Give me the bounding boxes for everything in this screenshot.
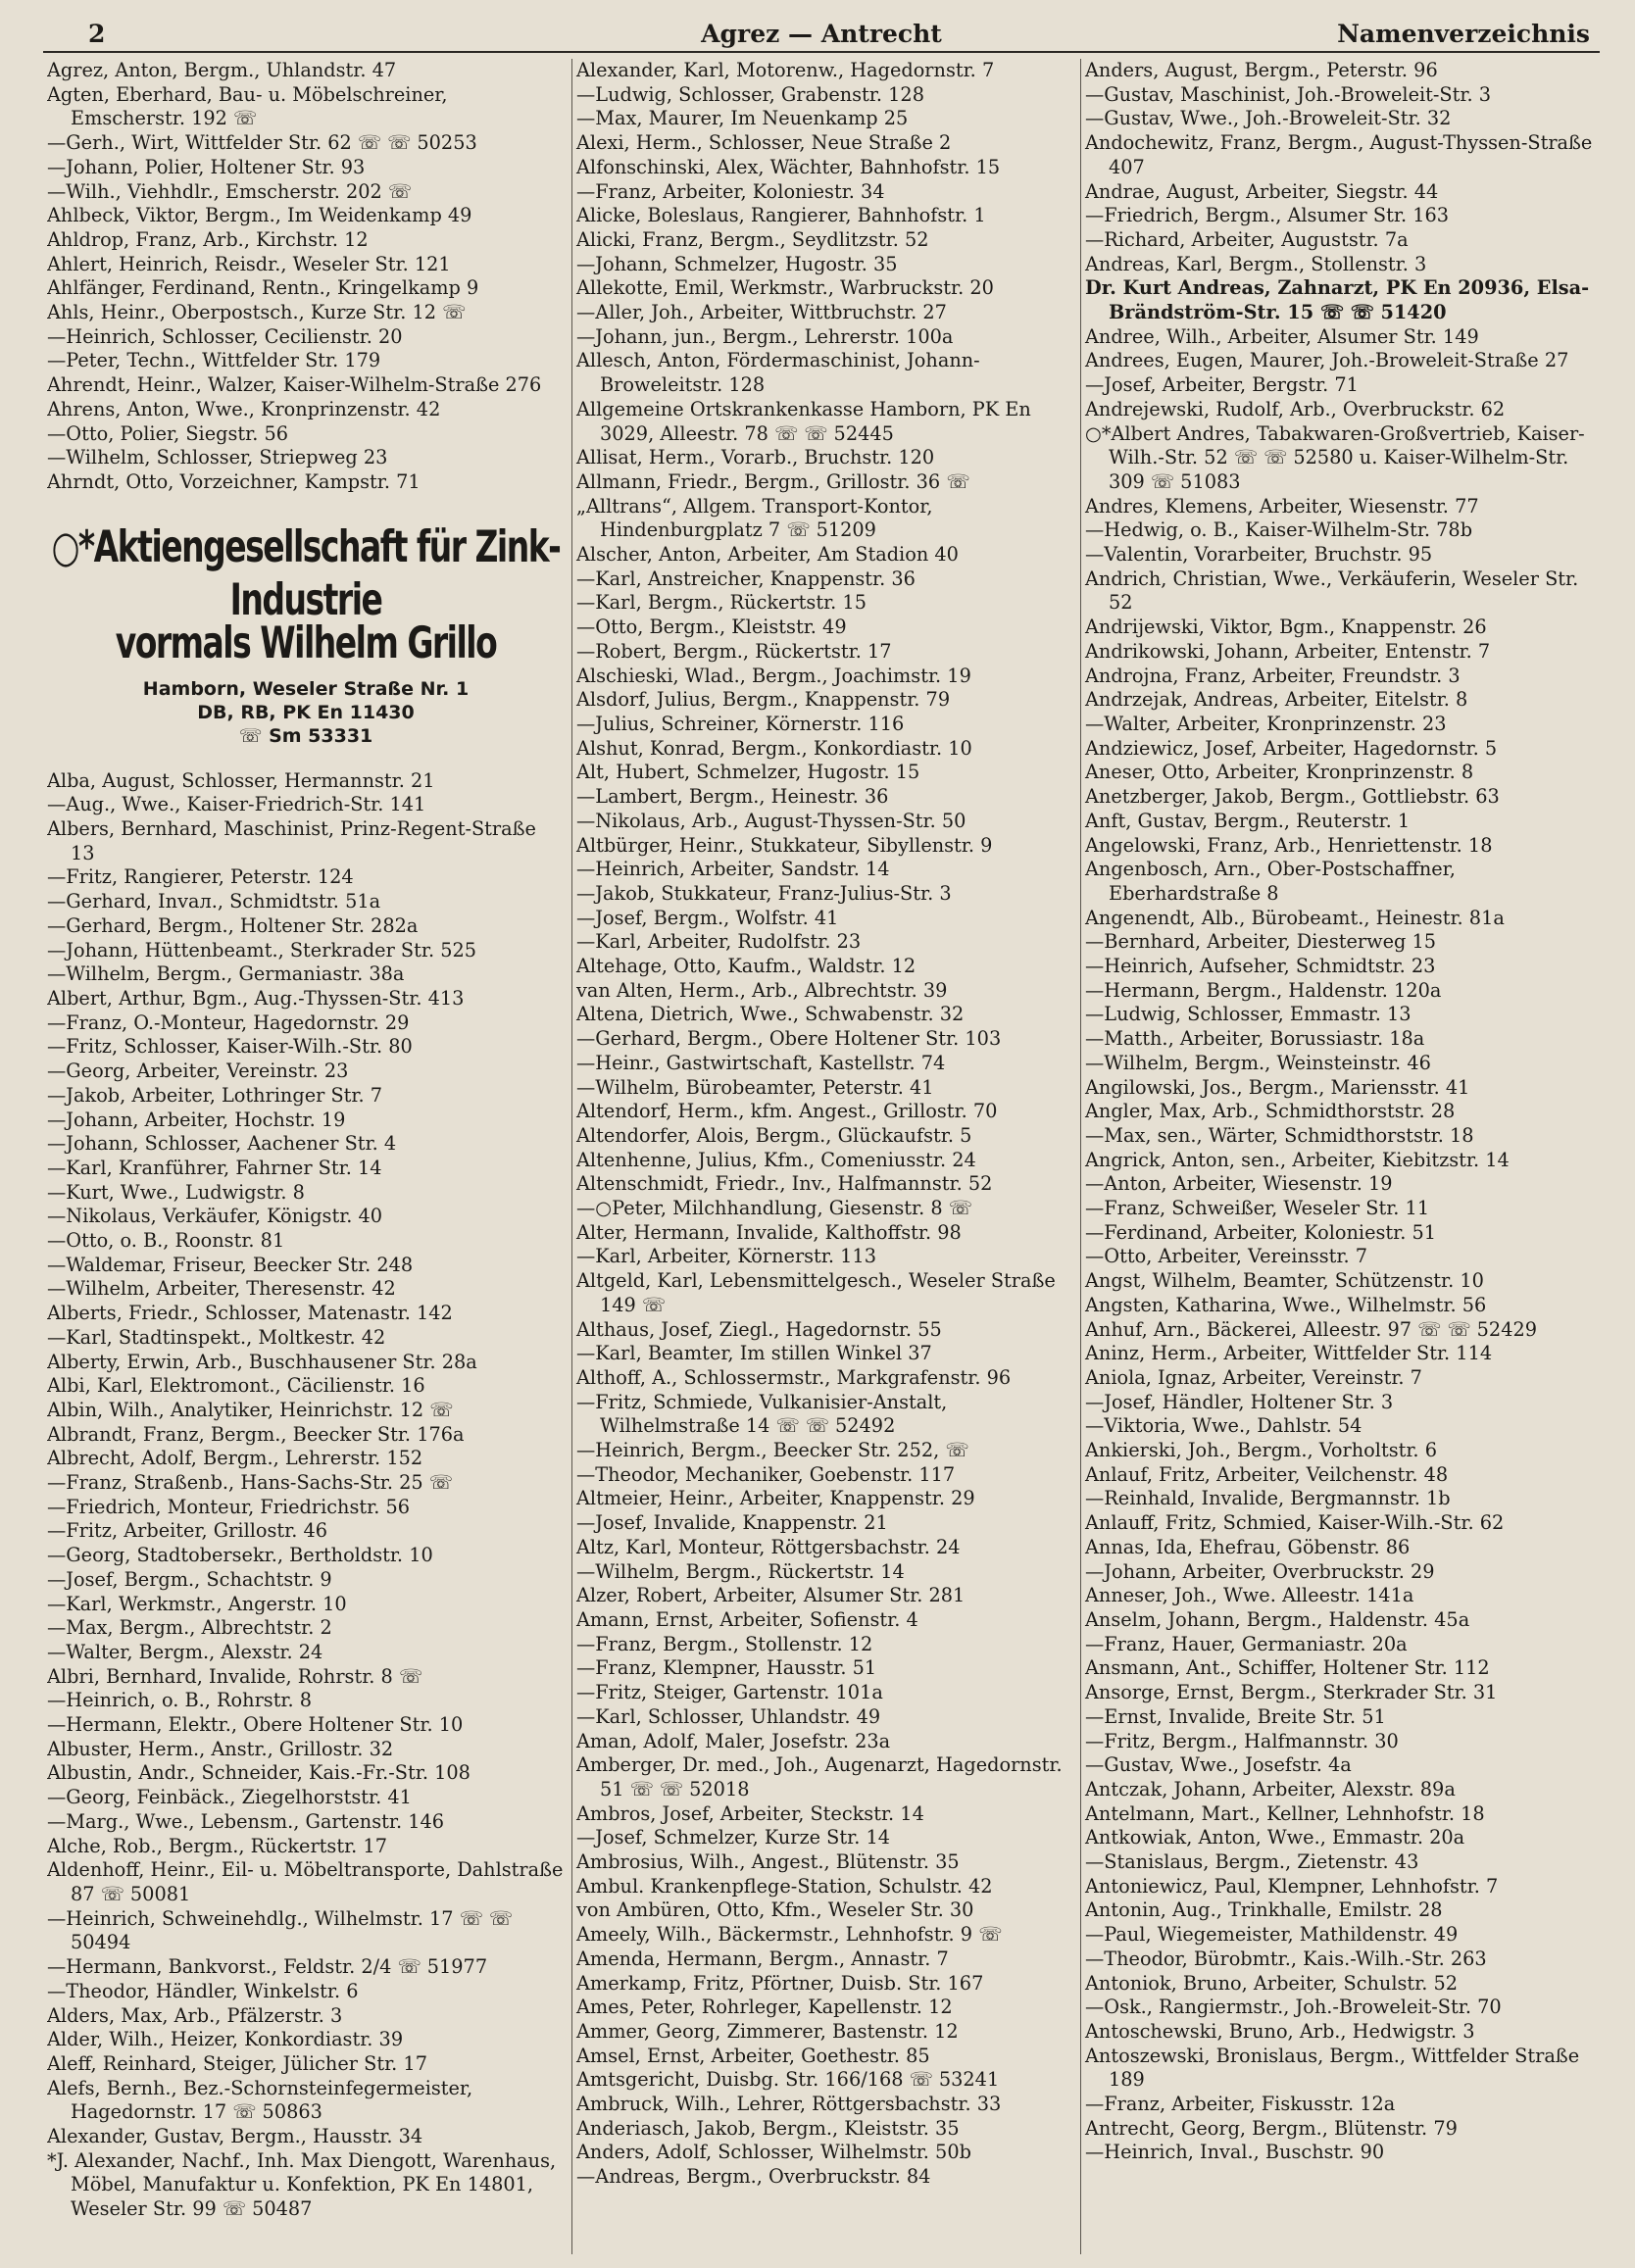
directory-entry: —Heinrich, o. B., Rohrstr. 8 (47, 1689, 313, 1712)
directory-entry: —Otto, o. B., Roonstr. 81 (47, 1229, 285, 1253)
directory-entry: Angenendt, Alb., Bürobeamt., Heinestr. 81a (1085, 906, 1505, 929)
directory-entry: Andree, Wilh., Arbeiter, Alsumer Str. 149 (1085, 324, 1479, 348)
directory-entry: —Matth., Arbeiter, Borussiastr. 18a (1085, 1027, 1425, 1051)
directory-entry: —Franz, Arbeiter, Koloniestr. 34 (576, 179, 885, 203)
directory-entry: Antrecht, Georg, Bergm., Blütenstr. 79 (1085, 2116, 1458, 2140)
directory-entry: —Lambert, Bergm., Heinestr. 36 (576, 785, 889, 809)
directory-entry: Allisat, Herm., Vorarb., Bruchstr. 120 (576, 446, 935, 469)
directory-entry: Ahlbeck, Viktor, Bergm., Im Weidenkamp 49 (47, 204, 472, 227)
directory-entry: Ankierski, Joh., Bergm., Vorholtstr. 6 (1085, 1439, 1437, 1462)
ad-company-subname: vormals Wilhelm Grillo (115, 616, 497, 668)
directory-entry: —Fritz, Schlosser, Kaiser-Wilh.-Str. 80 (47, 1035, 413, 1059)
directory-entry: —Julius, Schreiner, Körnerstr. 116 (576, 712, 905, 735)
directory-entry: Alzer, Robert, Arbeiter, Alsumer Str. 281 (576, 1584, 966, 1607)
directory-entry: Angilowski, Jos., Bergm., Mariensstr. 41 (1085, 1075, 1470, 1099)
directory-entry: Allesch, Anton, Fördermaschinist, Johann-Broweleitstr. 128 (576, 349, 980, 397)
directory-entry: —Josef, Bergm., Wolfstr. 41 (576, 906, 839, 929)
directory-entry: Aniola, Ignaz, Arbeiter, Vereinstr. 7 (1085, 1365, 1422, 1389)
directory-entry: —Fritz, Steiger, Gartenstr. 101a (576, 1681, 883, 1704)
directory-entry: —Ferdinand, Arbeiter, Koloniestr. 51 (1085, 1220, 1437, 1244)
directory-entry: Allekotte, Emil, Werkmstr., Warbruckstr. 20 (576, 276, 994, 300)
directory-entry: —Kurt, Wwe., Ludwigstr. 8 (47, 1180, 305, 1204)
directory-entry: Alicke, Boleslaus, Rangierer, Bahnhofstr. 1 (576, 204, 986, 227)
directory-entry: —Johann, Schlosser, Aachener Str. 4 (47, 1132, 397, 1156)
directory-entry: —Ernst, Invalide, Breite Str. 51 (1085, 1704, 1386, 1728)
column-1 (47, 59, 565, 2254)
directory-entry: Ansorge, Ernst, Bergm., Sterkrader Str. 31 (1085, 1681, 1498, 1704)
directory-entry: —Fritz, Arbeiter, Grillostr. 46 (47, 1519, 328, 1543)
directory-entry: —Nikolaus, Verkäufer, Königstr. 40 (47, 1205, 383, 1228)
company-advertisement (47, 520, 565, 748)
directory-entry: Aleff, Reinhard, Steiger, Jülicher Str. 17 (47, 2051, 427, 2075)
directory-entry: —Johann, jun., Bergm., Lehrerstr. 100a (576, 324, 954, 348)
directory-entry: —Theodor, Mechaniker, Goebenstr. 117 (576, 1462, 956, 1486)
directory-entry: Altenschmidt, Friedr., Inv., Halfmannstr. 52 (576, 1172, 993, 1196)
directory-entry: —Fritz, Rangierer, Peterstr. 124 (47, 865, 354, 889)
directory-entry: —Franz, Straßenb., Hans-Sachs-Str. 25 ☏ (47, 1471, 453, 1495)
directory-entry: —Johann, Polier, Holtener Str. 93 (47, 155, 366, 178)
directory-entry: Ahrndt, Otto, Vorzeichner, Kampstr. 71 (47, 469, 421, 493)
directory-entry: —Karl, Schlosser, Uhlandstr. 49 (576, 1704, 881, 1728)
directory-entry: —Johann, Schmelzer, Hugostr. 35 (576, 252, 898, 275)
directory-entry: —Wilhelm, Bergm., Germaniastr. 38a (47, 962, 405, 986)
directory-entry: —Heinrich, Bergm., Beecker Str. 252, ☏ (576, 1439, 969, 1462)
directory-entry: —Fritz, Bergm., Halfmannstr. 30 (1085, 1729, 1399, 1752)
directory-entry: Ammer, Georg, Zimmerer, Bastenstr. 12 (576, 2019, 959, 2043)
directory-entry: Antelmann, Mart., Kellner, Lehnhofstr. 18 (1085, 1801, 1485, 1825)
directory-entry: Alt, Hubert, Schmelzer, Hugostr. 15 (576, 761, 920, 784)
directory-entry: Amsel, Ernst, Arbeiter, Goethestr. 85 (576, 2044, 930, 2067)
directory-entry: —Heinrich, Schlosser, Cecilienstr. 20 (47, 324, 403, 348)
directory-entry: Ahrens, Anton, Wwe., Kronprinzenstr. 42 (47, 397, 441, 420)
directory-entry: —Franz, Arbeiter, Fiskusstr. 12a (1085, 2093, 1396, 2116)
directory-entry: —Wilh., Viehhdlr., Emscherstr. 202 ☏ (47, 179, 413, 203)
directory-entry: —Reinhald, Invalide, Bergmannstr. 1b (1085, 1487, 1451, 1510)
directory-entry: —Ludwig, Schlosser, Emmastr. 13 (1085, 1003, 1412, 1026)
directory-entry: Altbürger, Heinr., Stukkateur, Sibyllenstr. 9 (576, 833, 993, 857)
directory-entry: —Marg., Wwe., Lebensm., Gartenstr. 146 (47, 1809, 445, 1833)
directory-entry: Allgemeine Ortskrankenkasse Hamborn, PK En 3029, Alleestr. 78 ☏ ☏ 52445 (576, 397, 1031, 445)
directory-entry: Andres, Klemens, Arbeiter, Wiesenstr. 77 (1085, 494, 1479, 518)
directory-entry: Altmeier, Heinr., Arbeiter, Knappenstr. 29 (576, 1487, 975, 1510)
directory-entry: —Viktoria, Wwe., Dahlstr. 54 (1085, 1414, 1362, 1438)
directory-entry: Anneser, Joh., Wwe. Alleestr. 141a (1085, 1584, 1414, 1607)
directory-entry: —Walter, Bergm., Alexstr. 24 (47, 1640, 323, 1663)
directory-entry: —Gustav, Wwe., Joh.-Broweleit-Str. 32 (1085, 107, 1452, 130)
directory-entry: Alsdorf, Julius, Bergm., Knappenstr. 79 (576, 688, 951, 712)
directory-entry: —Franz, Bergm., Stollenstr. 12 (576, 1632, 873, 1655)
directory-entry: Andrich, Christian, Wwe., Verkäuferin, Weseler Str. 52 (1085, 567, 1579, 615)
directory-entry: Albin, Wilh., Analytiker, Heinrichstr. 12 ☏ (47, 1398, 454, 1421)
directory-entry: Anlauff, Fritz, Schmied, Kaiser-Wilh.-Str. 62 (1085, 1511, 1505, 1535)
directory-entry: Altendorf, Herm., kfm. Angest., Grillostr. 70 (576, 1100, 998, 1123)
directory-entry: Altenhenne, Julius, Kfm., Comeniusstr. 24 (576, 1148, 976, 1171)
directory-entry: —Heinrich, Arbeiter, Sandstr. 14 (576, 858, 890, 881)
directory-entry: ○*Albert Andres, Tabakwaren-Großvertrieb, Kaiser-Wilh.-Str. 52 ☏ ☏ 52580 u. Kaiser-Wilhelm-Str. 309 ☏ 51083 (1085, 421, 1585, 493)
directory-entry: Dr. Kurt Andreas, Zahnarzt, PK En 20936, Elsa-Brändström-Str. 15 ☏ ☏ 51420 (1085, 276, 1590, 324)
column-1-entries-bottom (47, 769, 565, 2222)
directory-entry: Antoniewicz, Paul, Klempner, Lehnhofstr. 7 (1085, 1874, 1499, 1898)
directory-entry: Annas, Ida, Ehefrau, Göbenstr. 86 (1085, 1535, 1411, 1558)
directory-entry: —Karl, Beamter, Im stillen Winkel 37 (576, 1342, 932, 1365)
directory-entry: —Otto, Arbeiter, Vereinsstr. 7 (1085, 1245, 1367, 1268)
directory-entry: Allmann, Friedr., Bergm., Grillostr. 36 ☏ (576, 469, 970, 493)
directory-entry: Antczak, Johann, Arbeiter, Alexstr. 89a (1085, 1777, 1456, 1800)
directory-entry: „Alltrans“, Allgem. Transport-Kontor, Hindenburgplatz 7 ☏ 51209 (576, 494, 933, 542)
directory-entry: —Wilhelm, Schlosser, Striepweg 23 (47, 446, 388, 469)
directory-entry: —Karl, Stadtinspekt., Moltkestr. 42 (47, 1325, 386, 1349)
directory-entry: —Walter, Arbeiter, Kronprinzenstr. 23 (1085, 712, 1447, 735)
directory-entry: —Wilhelm, Bergm., Weinsteinstr. 46 (1085, 1051, 1431, 1074)
directory-entry: Andrzejak, Andreas, Arbeiter, Eitelstr. 8 (1085, 688, 1468, 712)
directory-entry: Alter, Hermann, Invalide, Kalthoffstr. 98 (576, 1220, 962, 1244)
directory-entry: —Jakob, Stukkateur, Franz-Julius-Str. 3 (576, 881, 952, 905)
directory-entry: —Gerhard, Invaл., Schmidtstr. 51a (47, 890, 381, 913)
directory-entry: —Wilhelm, Bürobeamter, Peterstr. 41 (576, 1075, 934, 1099)
ad-phone: ☏ Sm 53331 (238, 724, 373, 747)
directory-entry: Albri, Bernhard, Invalide, Rohrstr. 8 ☏ (47, 1664, 423, 1688)
directory-entry: —Heinrich, Aufseher, Schmidtstr. 23 (1085, 955, 1436, 978)
directory-entry: —Karl, Anstreicher, Knappenstr. 36 (576, 567, 916, 590)
directory-entry: —Georg, Arbeiter, Vereinstr. 23 (47, 1060, 349, 1083)
directory-entry: —Gustav, Maschinist, Joh.-Broweleit-Str. 3 (1085, 82, 1491, 106)
directory-entry: Antoniok, Bruno, Arbeiter, Schulstr. 52 (1085, 1971, 1459, 1995)
directory-entry: —Gerh., Wirt, Wittfelder Str. 62 ☏ ☏ 50253 (47, 131, 477, 155)
directory-entry: Agrez, Anton, Bergm., Uhlandstr. 47 (47, 59, 397, 81)
directory-entry: Aman, Adolf, Maler, Josefstr. 23a (576, 1729, 891, 1752)
directory-entry: —Heinrich, Inval., Buschstr. 90 (1085, 2141, 1385, 2164)
directory-entry: Agten, Eberhard, Bau- u. Möbelschreiner, Emscherstr. 192 ☏ (47, 82, 448, 130)
ad-company-name: ○*Aktiengesellschaft für Zink-Industrie (51, 519, 561, 625)
directory-entry: Alberty, Erwin, Arb., Buschhausener Str. 28a (47, 1350, 477, 1373)
directory-entry: —Valentin, Vorarbeiter, Bruchstr. 95 (1085, 543, 1433, 567)
directory-entry: —Max, Maurer, Im Neuenkamp 25 (576, 107, 909, 130)
directory-entry: von Ambüren, Otto, Kfm., Weseler Str. 30 (576, 1898, 974, 1922)
directory-entry: Andrijewski, Viktor, Bgm., Knappenstr. 26 (1085, 616, 1487, 639)
directory-entry: Ahls, Heinr., Oberpostsch., Kurze Str. 12 ☏ (47, 301, 467, 324)
directory-entry: Alder, Wilh., Heizer, Konkordiastr. 39 (47, 2028, 404, 2051)
directory-entry: —Andreas, Bergm., Overbruckstr. 84 (576, 2165, 931, 2189)
directory-entry: Anft, Gustav, Bergm., Reuterstr. 1 (1085, 809, 1411, 832)
directory-entry: —Karl, Bergm., Rückertstr. 15 (576, 591, 867, 615)
directory-entry: Althoff, A., Schlossermstr., Markgrafenstr. 96 (576, 1365, 1012, 1389)
directory-entry: Albuster, Herm., Anstr., Grillostr. 32 (47, 1737, 394, 1760)
directory-entry: Antoschewski, Bruno, Arb., Hedwigstr. 3 (1085, 2019, 1475, 2043)
directory-entry: Alche, Rob., Bergm., Rückertstr. 17 (47, 1834, 387, 1857)
directory-entry: Amtsgericht, Duisbg. Str. 166/168 ☏ 53241 (576, 2068, 1000, 2092)
directory-entry: Alefs, Bernh., Bez.-Schornsteinfegermeister, Hagedornstr. 17 ☏ 50863 (47, 2076, 473, 2124)
directory-entry: —Johann, Hüttenbeamt., Sterkrader Str. 525 (47, 938, 477, 961)
directory-entry: Althaus, Josef, Ziegl., Hagedornstr. 55 (576, 1317, 942, 1341)
directory-entry: —Josef, Händler, Holtener Str. 3 (1085, 1390, 1394, 1413)
directory-entry: —Franz, Klempner, Hausstr. 51 (576, 1656, 877, 1680)
ad-bank: DB, RB, PK En 11430 (197, 701, 415, 723)
directory-entry: —Franz, Hauer, Germaniastr. 20a (1085, 1632, 1408, 1655)
directory-entry: Albert, Arthur, Bgm., Aug.-Thyssen-Str. 413 (47, 986, 465, 1010)
directory-entry: Ahldrop, Franz, Arb., Kirchstr. 12 (47, 227, 369, 251)
directory-entry: Andrae, August, Arbeiter, Siegstr. 44 (1085, 179, 1439, 203)
directory-entry: —Hermann, Elektr., Obere Holtener Str. 10 (47, 1713, 464, 1737)
directory-entry: Andreas, Karl, Bergm., Stollenstr. 3 (1085, 252, 1427, 275)
directory-entry: —Stanislaus, Bergm., Zietenstr. 43 (1085, 1850, 1419, 1874)
page-range-title: Agrez — Antrecht (701, 20, 942, 48)
directory-entry: —Max, sen., Wärter, Schmidthorststr. 18 (1085, 1123, 1474, 1147)
directory-entry: Anders, August, Bergm., Peterstr. 96 (1085, 59, 1438, 81)
directory-entry: Anlauf, Fritz, Arbeiter, Veilchenstr. 48 (1085, 1462, 1449, 1486)
directory-entry: —Ludwig, Schlosser, Grabenstr. 128 (576, 82, 924, 106)
column-1-entries-top (47, 59, 565, 495)
directory-entry: Antoszewski, Bronislaus, Bergm., Wittfelder Straße 189 (1085, 2044, 1580, 2092)
directory-entry: Ahrendt, Heinr., Walzer, Kaiser-Wilhelm-Straße 276 (47, 373, 542, 397)
directory-entry: —Anton, Arbeiter, Wiesenstr. 19 (1085, 1172, 1393, 1196)
directory-entry: Anselm, Johann, Bergm., Haldenstr. 45a (1085, 1608, 1470, 1631)
directory-entry: Aldenhoff, Heinr., Eil- u. Möbeltransporte, Dahlstraße 87 ☏ 50081 (47, 1858, 564, 1905)
directory-entry: —○Peter, Milchhandlung, Giesenstr. 8 ☏ (576, 1197, 972, 1220)
directory-entry: —Paul, Wiegemeister, Mathildenstr. 49 (1085, 1923, 1459, 1947)
directory-entry: Ambrosius, Wilh., Angest., Blütenstr. 35 (576, 1850, 960, 1874)
directory-entry: Albustin, Andr., Schneider, Kais.-Fr.-Str. 108 (47, 1761, 471, 1785)
directory-entry: —Otto, Polier, Siegstr. 56 (47, 421, 289, 445)
directory-entry: —Theodor, Bürobmtr., Kais.-Wilh.-Str. 263 (1085, 1947, 1487, 1970)
directory-entry: Aneser, Otto, Arbeiter, Kronprinzenstr. 8 (1085, 761, 1474, 784)
directory-entry: —Aug., Wwe., Kaiser-Friedrich-Str. 141 (47, 793, 426, 816)
directory-entry: Alders, Max, Arb., Pfälzerstr. 3 (47, 2003, 343, 2027)
directory-entry: —Wilhelm, Arbeiter, Theresenstr. 42 (47, 1277, 396, 1301)
directory-entry: —Waldemar, Friseur, Beecker Str. 248 (47, 1253, 414, 1276)
directory-entry: Androjna, Franz, Arbeiter, Freundstr. 3 (1085, 664, 1461, 687)
directory-entry: Antonin, Aug., Trinkhalle, Emilstr. 28 (1085, 1898, 1443, 1922)
directory-entry: Altgeld, Karl, Lebensmittelgesch., Weseler Straße 149 ☏ (576, 1269, 1056, 1316)
directory-entry: Ahlfänger, Ferdinand, Rentn., Kringelkamp 9 (47, 276, 479, 300)
directory-entry: Alshut, Konrad, Bergm., Konkordiastr. 10 (576, 736, 972, 760)
directory-entry: Albi, Karl, Elektromont., Cäcilienstr. 16 (47, 1374, 425, 1398)
directory-entry: —Robert, Bergm., Rückertstr. 17 (576, 639, 892, 663)
directory-entry: Alexi, Herm., Schlosser, Neue Straße 2 (576, 131, 952, 155)
directory-entry: Altz, Karl, Monteur, Röttgersbachstr. 24 (576, 1535, 961, 1558)
directory-entry: Alexander, Karl, Motorenw., Hagedornstr. 7 (576, 59, 995, 81)
directory-entry: Alschieski, Wlad., Bergm., Joachimstr. 19 (576, 664, 971, 687)
directory-entry: —Josef, Arbeiter, Bergstr. 71 (1085, 373, 1359, 397)
directory-entry: —Peter, Techn., Wittfelder Str. 179 (47, 349, 381, 372)
directory-entry: Ambros, Josef, Arbeiter, Steckstr. 14 (576, 1801, 924, 1825)
directory-entry: Angler, Max, Arb., Schmidthorststr. 28 (1085, 1100, 1456, 1123)
directory-entry: —Josef, Bergm., Schachtstr. 9 (47, 1567, 332, 1591)
directory-entry: Angsten, Katharina, Wwe., Wilhelmstr. 56 (1085, 1293, 1487, 1316)
directory-entry: Amerkamp, Fritz, Pförtner, Duisb. Str. 167 (576, 1971, 984, 1995)
directory-entry: Anders, Adolf, Schlosser, Wilhelmstr. 50b (576, 2141, 971, 2164)
directory-entry: Anetzberger, Jakob, Bergm., Gottliebstr. 63 (1085, 785, 1500, 809)
directory-entry: Altena, Dietrich, Wwe., Schwabenstr. 32 (576, 1003, 965, 1026)
directory-entry: —Hermann, Bergm., Haldenstr. 120a (1085, 978, 1442, 1002)
directory-entry: Ahlert, Heinrich, Reisdr., Weseler Str. 121 (47, 252, 451, 275)
directory-entry: Ambruck, Wilh., Lehrer, Röttgersbachstr. 33 (576, 2093, 1002, 2116)
directory-entry: Albrecht, Adolf, Bergm., Lehrerstr. 152 (47, 1447, 423, 1470)
column-2 (571, 59, 1078, 2254)
directory-entry: —Franz, O.-Monteur, Hagedornstr. 29 (47, 1011, 410, 1034)
directory-entry: Alfonschinski, Alex, Wächter, Bahnhofstr. 15 (576, 155, 1001, 178)
directory-entry: Altendorfer, Alois, Bergm., Glückaufstr. 5 (576, 1123, 972, 1147)
directory-entry: —Richard, Arbeiter, Auguststr. 7a (1085, 227, 1409, 251)
page-header (43, 18, 1600, 53)
directory-entry: Andrees, Eugen, Maurer, Joh.-Broweleit-Straße 27 (1085, 349, 1569, 372)
directory-entry: Angrick, Anton, sen., Arbeiter, Kiebitzstr. 14 (1085, 1148, 1510, 1171)
directory-entry: —Theodor, Händler, Winkelstr. 6 (47, 1979, 359, 2002)
directory-entry: —Johann, Arbeiter, Overbruckstr. 29 (1085, 1559, 1435, 1583)
directory-entry: Andziewicz, Josef, Arbeiter, Hagedornstr. 5 (1085, 736, 1498, 760)
directory-entry: Alexander, Gustav, Bergm., Hausstr. 34 (47, 2125, 423, 2148)
directory-entry: Angenbosch, Arn., Ober-Postschaffner, Eberhardstraße 8 (1085, 858, 1456, 905)
directory-entry: Altehage, Otto, Kaufm., Waldstr. 12 (576, 955, 917, 978)
directory-entry: —Gerhard, Bergm., Obere Holtener Str. 103 (576, 1027, 1002, 1051)
directory-entry: —Friedrich, Bergm., Alsumer Str. 163 (1085, 204, 1450, 227)
directory-entry: —Heinrich, Schweinehdlg., Wilhelmstr. 17 ☏ ☏ 50494 (47, 1906, 514, 1954)
directory-entry: Andrikowski, Johann, Arbeiter, Entenstr. 7 (1085, 639, 1491, 663)
directory-entry: Alscher, Anton, Arbeiter, Am Stadion 40 (576, 543, 959, 567)
directory-entry: —Osk., Rangiermstr., Joh.-Broweleit-Str. 70 (1085, 1996, 1502, 2019)
directory-entry: —Georg, Stadtobersekr., Bertholdstr. 10 (47, 1544, 433, 1567)
directory-entry: Alba, August, Schlosser, Hermannstr. 21 (47, 768, 435, 792)
directory-entry: —Karl, Werkmstr., Angerstr. 10 (47, 1592, 347, 1615)
directory-entry: —Wilhelm, Bergm., Rückertstr. 14 (576, 1559, 905, 1583)
directory-entry: van Alten, Herm., Arb., Albrechtstr. 39 (576, 978, 948, 1002)
directory-entry: —Otto, Bergm., Kleiststr. 49 (576, 616, 847, 639)
directory-entry: —Josef, Invalide, Knappenstr. 21 (576, 1511, 888, 1535)
directory-entry: —Karl, Arbeiter, Rudolfstr. 23 (576, 930, 862, 954)
directory-entry: Alicki, Franz, Bergm., Seydlitzstr. 52 (576, 227, 929, 251)
directory-entry: Amann, Ernst, Arbeiter, Sofienstr. 4 (576, 1608, 918, 1631)
directory-entry: —Karl, Arbeiter, Körnerstr. 113 (576, 1245, 876, 1268)
ad-address: Hamborn, Weseler Straße Nr. 1 (142, 677, 470, 700)
directory-entry: —Bernhard, Arbeiter, Diesterweg 15 (1085, 930, 1437, 954)
directory-entry: Antkowiak, Anton, Wwe., Emmastr. 20a (1085, 1826, 1465, 1849)
column-3 (1080, 59, 1603, 2254)
directory-entry: Alberts, Friedr., Schlosser, Matenastr. 142 (47, 1302, 453, 1325)
directory-entry: —Hedwig, o. B., Kaiser-Wilhelm-Str. 78b (1085, 518, 1473, 542)
directory-entry: —Aller, Joh., Arbeiter, Wittbruchstr. 27 (576, 301, 947, 324)
directory-entry: —Georg, Feinbäck., Ziegelhorststr. 41 (47, 1786, 412, 1809)
directory-entry: Ameely, Wilh., Bäckermstr., Lehnhofstr. 9 ☏ (576, 1923, 1003, 1947)
directory-entry: Angst, Wilhelm, Beamter, Schützenstr. 10 (1085, 1269, 1484, 1293)
directory-entry: Ames, Peter, Rohrleger, Kapellenstr. 12 (576, 1996, 953, 2019)
directory-entry: Amenda, Hermann, Bergm., Annastr. 7 (576, 1947, 949, 1970)
directory-entry: —Hermann, Bankvorst., Feldstr. 2/4 ☏ 51977 (47, 1955, 488, 1979)
directory-entry: —Gustav, Wwe., Josefstr. 4a (1085, 1753, 1352, 1777)
directory-entry: —Max, Bergm., Albrechtstr. 2 (47, 1616, 332, 1640)
directory-entry: Ambul. Krankenpflege-Station, Schulstr. 42 (576, 1874, 993, 1898)
directory-entry: Aninz, Herm., Arbeiter, Wittfelder Str. 114 (1085, 1342, 1493, 1365)
directory-entry: Amberger, Dr. med., Joh., Augenarzt, Hagedornstr. 51 ☏ ☏ 52018 (576, 1753, 1063, 1800)
directory-entry: Anhuf, Arn., Bäckerei, Alleestr. 97 ☏ ☏ 52429 (1085, 1317, 1537, 1341)
directory-entry: —Gerhard, Bergm., Holtener Str. 282a (47, 913, 419, 937)
directory-entry: Andrejewski, Rudolf, Arb., Overbruckstr. 62 (1085, 397, 1506, 420)
directory-entry: —Josef, Schmelzer, Kurze Str. 14 (576, 1826, 891, 1849)
directory-entry: —Karl, Kranführer, Fahrner Str. 14 (47, 1156, 382, 1179)
page-number: 2 (88, 20, 106, 48)
directory-entry: —Nikolaus, Arb., August-Thyssen-Str. 50 (576, 809, 966, 832)
directory-entry: Albrandt, Franz, Bergm., Beecker Str. 176a (47, 1422, 465, 1446)
section-title: Namenverzeichnis (1337, 20, 1590, 48)
directory-entry: —Fritz, Schmiede, Vulkanisier-Anstalt, Wilhelmstraße 14 ☏ ☏ 52492 (576, 1390, 948, 1438)
directory-entry: Albers, Bernhard, Maschinist, Prinz-Regent-Straße 13 (47, 817, 536, 864)
directory-entry: —Friedrich, Monteur, Friedrichstr. 56 (47, 1495, 411, 1518)
directory-entry: *J. Alexander, Nachf., Inh. Max Diengott, Warenhaus, Möbel, Manufaktur u. Konfektion, PK En 14801, Weseler Str. 99 ☏ 50487 (47, 2148, 557, 2221)
directory-entry: —Franz, Schweißer, Weseler Str. 11 (1085, 1197, 1430, 1220)
directory-entry: Anderiasch, Jakob, Bergm., Kleiststr. 35 (576, 2116, 960, 2140)
directory-entry: —Jakob, Arbeiter, Lothringer Str. 7 (47, 1083, 383, 1107)
directory-entry: —Heinr., Gastwirtschaft, Kastellstr. 74 (576, 1051, 946, 1074)
directory-entry: Angelowski, Franz, Arb., Henriettenstr. 18 (1085, 833, 1493, 857)
directory-entry: Ansmann, Ant., Schiffer, Holtener Str. 112 (1085, 1656, 1490, 1680)
directory-entry: Andochewitz, Franz, Bergm., August-Thyssen-Straße 407 (1085, 131, 1593, 178)
directory-entry: —Johann, Arbeiter, Hochstr. 19 (47, 1108, 346, 1131)
